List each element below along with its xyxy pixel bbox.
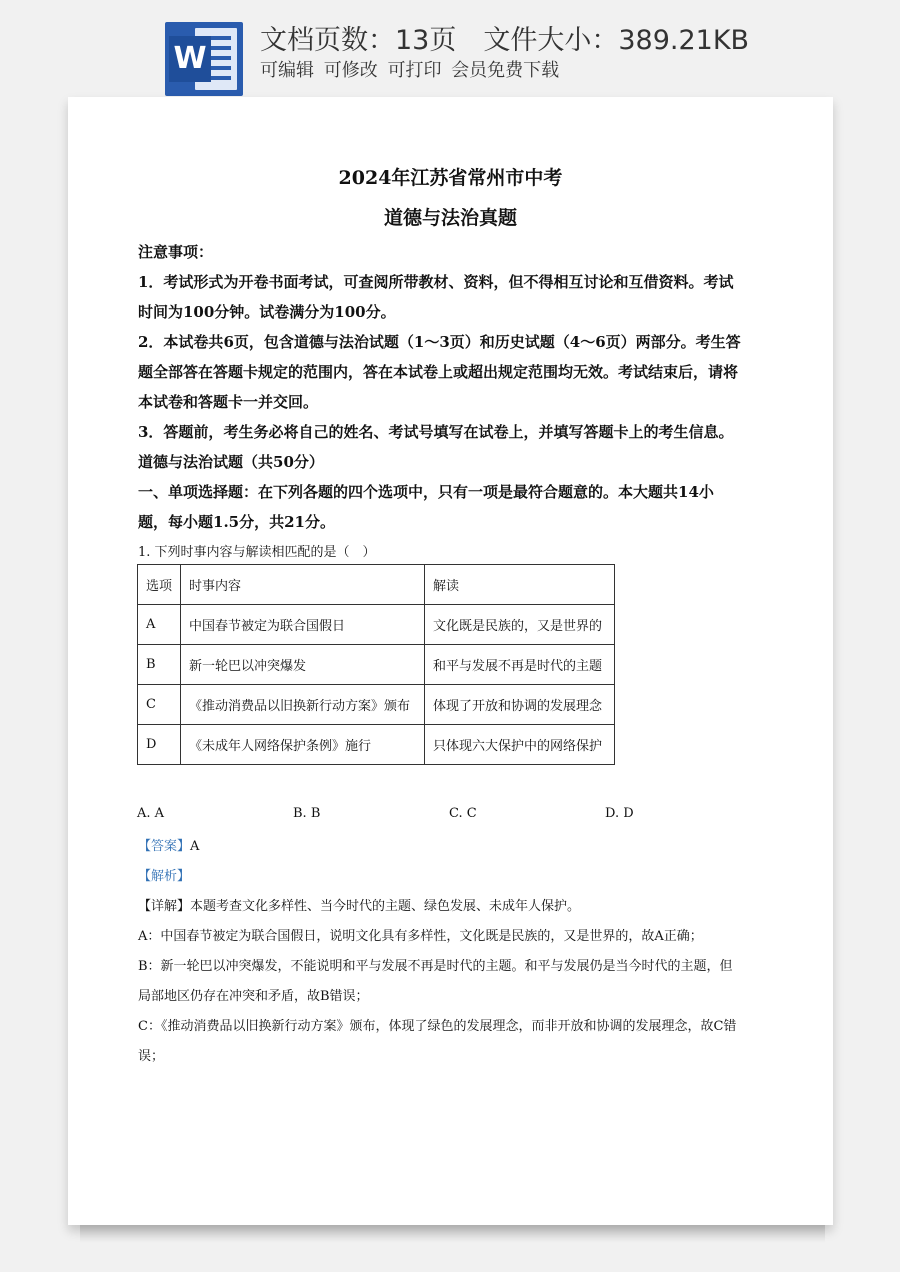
notice-3: 3．答题前，考生务必将自己的姓名、考试号填写在试卷上，并填写答题卡上的考生信息。	[138, 423, 734, 441]
analysis-tag: 【解析】	[138, 869, 191, 884]
table-row	[138, 605, 615, 645]
notice-2-line-2: 题全部答在答题卡规定的范围内，答在本试卷上或超出规定范围均无效。考试结束后，请将	[138, 363, 739, 381]
banner-title: 文档页数：13页 文件大小：389.21KB	[260, 25, 750, 56]
table-header-cell: 时事内容	[181, 565, 425, 605]
doc-title-line-1: 2024年江苏省常州市中考	[338, 167, 563, 189]
part-1-instructions-line-1: 一、单项选择题：在下列各题的四个选项中，只有一项是最符合题意的。本大题共14小	[138, 483, 714, 501]
option-a: A. A	[137, 806, 165, 821]
question-1-table	[137, 564, 615, 765]
document-page	[68, 97, 833, 1225]
notice-1-line-2: 时间为100分钟。试卷满分为100分。	[138, 303, 396, 321]
table-row	[138, 685, 615, 725]
table-cell: 和平与发展不再是时代的主题	[425, 645, 615, 685]
analysis-c-line-1: C：《推动消费品以旧换新行动方案》颁布，体现了绿色的发展理念，而非开放和协调的发展理念，故C错	[138, 1019, 737, 1034]
notice-1-line-1: 1．考试形式为开卷书面考试，可查阅所带教材、资料，但不得相互讨论和互借资料。考试	[138, 273, 734, 291]
doc-title-line-2: 道德与法治真题	[383, 207, 517, 229]
option-d: D. D	[605, 806, 634, 821]
table-cell: 体现了开放和协调的发展理念	[425, 685, 615, 725]
notice-heading: 注意事项：	[138, 243, 214, 261]
table-header-cell: 解读	[425, 565, 615, 605]
word-icon-letter: W	[169, 36, 211, 82]
notice-2-line-1: 2．本试卷共6页，包含道德与法治试题（1～3页）和历史试题（4～6页）两部分。考生答	[138, 333, 741, 351]
table-cell: 《推动消费品以旧换新行动方案》颁布	[181, 685, 425, 725]
notice-2-line-3: 本试卷和答题卡一并交回。	[138, 393, 319, 411]
answer-value: A	[190, 839, 200, 854]
option-b: B. B	[293, 806, 321, 821]
table-header-row	[138, 565, 615, 605]
table-cell: B	[138, 645, 181, 685]
word-document-icon	[165, 22, 243, 96]
option-c: C. C	[449, 806, 477, 821]
table-row	[138, 725, 615, 765]
analysis-b-line-2: 局部地区仍存在冲突和矛盾，故B错误；	[138, 989, 369, 1004]
table-cell: 新一轮巴以冲突爆发	[181, 645, 425, 685]
analysis-c-line-2: 误；	[138, 1049, 165, 1064]
table-cell: 《未成年人网络保护条例》施行	[181, 725, 425, 765]
table-cell: 文化既是民族的，又是世界的	[425, 605, 615, 645]
document-info-banner	[0, 0, 900, 100]
analysis-b-line-1: B：新一轮巴以冲突爆发，不能说明和平与发展不再是时代的主题。和平与发展仍是当今时代的主题，但	[138, 959, 733, 974]
section-title: 道德与法治试题（共50分）	[138, 453, 324, 471]
answer-line	[138, 835, 199, 854]
answer-tag: 【答案】	[138, 839, 191, 854]
table-cell: D	[138, 725, 181, 765]
question-1: 1. 下列时事内容与解读相匹配的是（ ）	[138, 545, 376, 560]
table-cell: 中国春节被定为联合国假日	[181, 605, 425, 645]
banner-subtitle: 可编辑 可修改 可打印 会员免费下载	[260, 60, 560, 81]
part-1-instructions-line-2: 题，每小题1.5分，共21分。	[138, 513, 335, 531]
table-row	[138, 645, 615, 685]
table-header-cell: 选项	[138, 565, 181, 605]
table-cell: A	[138, 605, 181, 645]
analysis-a: A：中国春节被定为联合国假日，说明文化具有多样性，文化既是民族的，又是世界的，故A正确；	[138, 929, 703, 944]
detail-line: 【详解】本题考查文化多样性、当今时代的主题、绿色发展、未成年人保护。	[138, 899, 581, 914]
table-cell: C	[138, 685, 181, 725]
table-cell: 只体现六大保护中的网络保护	[425, 725, 615, 765]
paper-shadow	[80, 1225, 825, 1243]
